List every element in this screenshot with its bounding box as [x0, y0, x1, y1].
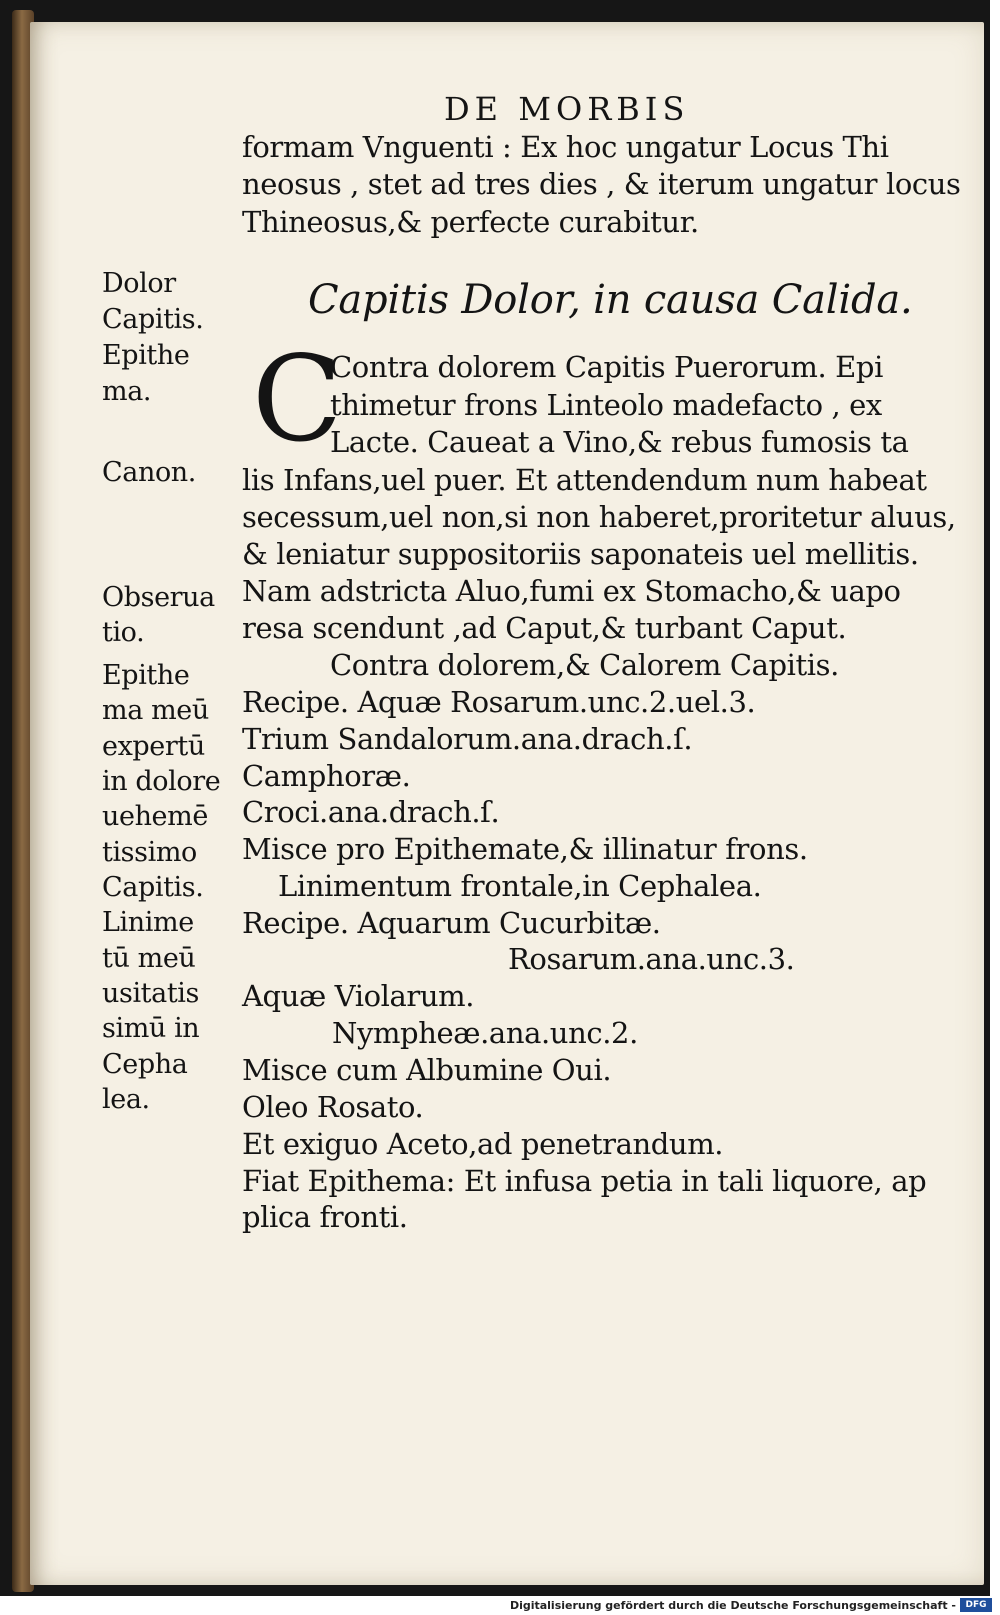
body-line-16: Croci.ana.drach.ſ. [242, 795, 500, 829]
body-line-22: Nympheæ.ana.unc.2. [332, 1016, 638, 1050]
body-line-17: Misce pro Epithemate,& illinatur frons. [242, 832, 808, 866]
running-head: DE MORBIS [444, 90, 690, 128]
body-line-5: thimetur frons Linteolo madefacto , ex [330, 388, 882, 422]
margin-note-18: simū in [102, 1013, 200, 1044]
body-line-26: Fiat Epithema: Et infusa petia in tali liquore, ap [242, 1164, 927, 1198]
margin-note-4: ma. [102, 376, 152, 407]
margin-note-16: tū meū [102, 943, 196, 974]
margin-note-19: Cepha [102, 1049, 188, 1080]
body-line-15: Camphoræ. [242, 759, 411, 793]
drop-initial: C [252, 330, 343, 468]
body-line-18: Linimentum frontale,in Cephalea. [278, 869, 762, 903]
body-line-27: plica fronti. [242, 1200, 408, 1234]
body-line-1: formam Vnguenti : Ex hoc ungatur Locus Thi [242, 130, 889, 164]
margin-note-15: Linime [102, 907, 194, 938]
body-line-21: Aquæ Violarum. [242, 979, 475, 1013]
footer-bar [0, 1596, 1000, 1615]
body-line-11: resa scendunt ,ad Caput,& turbant Caput. [242, 611, 847, 645]
margin-note-20: lea. [102, 1084, 150, 1115]
body-line-25: Et exiguo Aceto,ad penetrandum. [242, 1127, 724, 1161]
margin-note-14: Capitis. [102, 872, 204, 903]
margin-note-6: Obserua [102, 582, 215, 613]
body-line-12: Contra dolorem,& Calorem Capitis. [330, 648, 839, 682]
margin-note-10: expertū [102, 731, 205, 762]
footer-credit: Digitalisierung gefördert durch die Deutsche Forschungsgemeinschaft - [509, 1599, 956, 1612]
margin-note-12: uehemē [102, 801, 208, 832]
body-line-24: Oleo Rosato. [242, 1090, 424, 1124]
body-line-14: Trium Sandalorum.ana.drach.ſ. [242, 722, 693, 756]
margin-note-1: Dolor [102, 268, 176, 299]
margin-note-7: tio. [102, 617, 145, 648]
body-line-23: Misce cum Albumine Oui. [242, 1053, 612, 1087]
body-line-4: Contra dolorem Capitis Puerorum. Epi [330, 350, 883, 384]
dfg-logo: DFG [960, 1598, 992, 1612]
margin-note-2: Capitis. [102, 304, 204, 335]
body-line-9: & leniatur suppositoriis saponateis uel mellitis. [242, 537, 919, 571]
body-line-20: Rosarum.ana.unc.3. [508, 942, 795, 976]
margin-note-17: usitatis [102, 978, 199, 1009]
margin-note-3: Epithe [102, 340, 190, 371]
margin-note-11: in dolore [102, 766, 221, 797]
book-page [30, 22, 984, 1585]
body-line-3: Thineosus,& perfecte curabitur. [242, 205, 699, 239]
body-line-13: Recipe. Aquæ Rosarum.unc.2.uel.3. [242, 685, 756, 719]
body-line-8: secessum,uel non,si non haberet,proritetur aluus, [242, 500, 956, 534]
body-line-19: Recipe. Aquarum Cucurbitæ. [242, 906, 661, 940]
chapter-title: Capitis Dolor, in causa Calida. [308, 277, 913, 323]
body-line-10: Nam adstricta Aluo,fumi ex Stomacho,& uapo [242, 574, 901, 608]
body-line-6: Lacte. Caueat a Vino,& rebus fumosis ta [330, 425, 909, 459]
body-line-7: lis Infans,uel puer. Et attendendum num habeat [242, 463, 927, 497]
margin-note-13: tissimo [102, 837, 197, 868]
margin-note-5: Canon. [102, 457, 196, 488]
margin-note-9: ma meū [102, 695, 209, 726]
body-line-2: neosus , stet ad tres dies , & iterum ungatur locus [242, 167, 961, 201]
margin-note-8: Epithe [102, 660, 190, 691]
